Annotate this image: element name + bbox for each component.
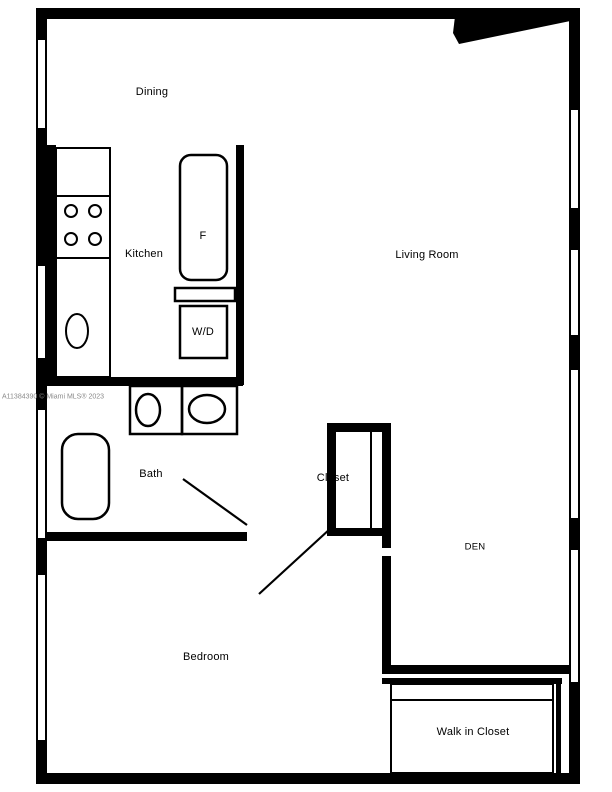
room-label-walk-in-closet: Walk in Closet xyxy=(436,726,510,738)
room-label-bedroom: Bedroom xyxy=(182,651,230,663)
refrigerator xyxy=(180,155,227,280)
interior-walls xyxy=(47,145,570,773)
room-label-kitchen: Kitchen xyxy=(124,248,164,260)
den-wall-opening xyxy=(382,548,391,556)
kitchen-fixtures xyxy=(56,148,110,377)
room-label-closet: Closet xyxy=(316,472,350,484)
room-label-living-room: Living Room xyxy=(395,249,459,261)
room-label-dining: Dining xyxy=(135,86,169,98)
room-label-washer-dryer: W/D xyxy=(192,326,214,338)
right-wall-windows xyxy=(571,110,578,682)
room-label-bath: Bath xyxy=(139,468,163,480)
washer-dryer-unit xyxy=(175,288,235,358)
room-label-den: DEN xyxy=(464,541,486,553)
mls-watermark: A11384390 © Miami MLS® 2023 xyxy=(2,393,105,401)
room-label-fridge: F xyxy=(199,230,207,242)
